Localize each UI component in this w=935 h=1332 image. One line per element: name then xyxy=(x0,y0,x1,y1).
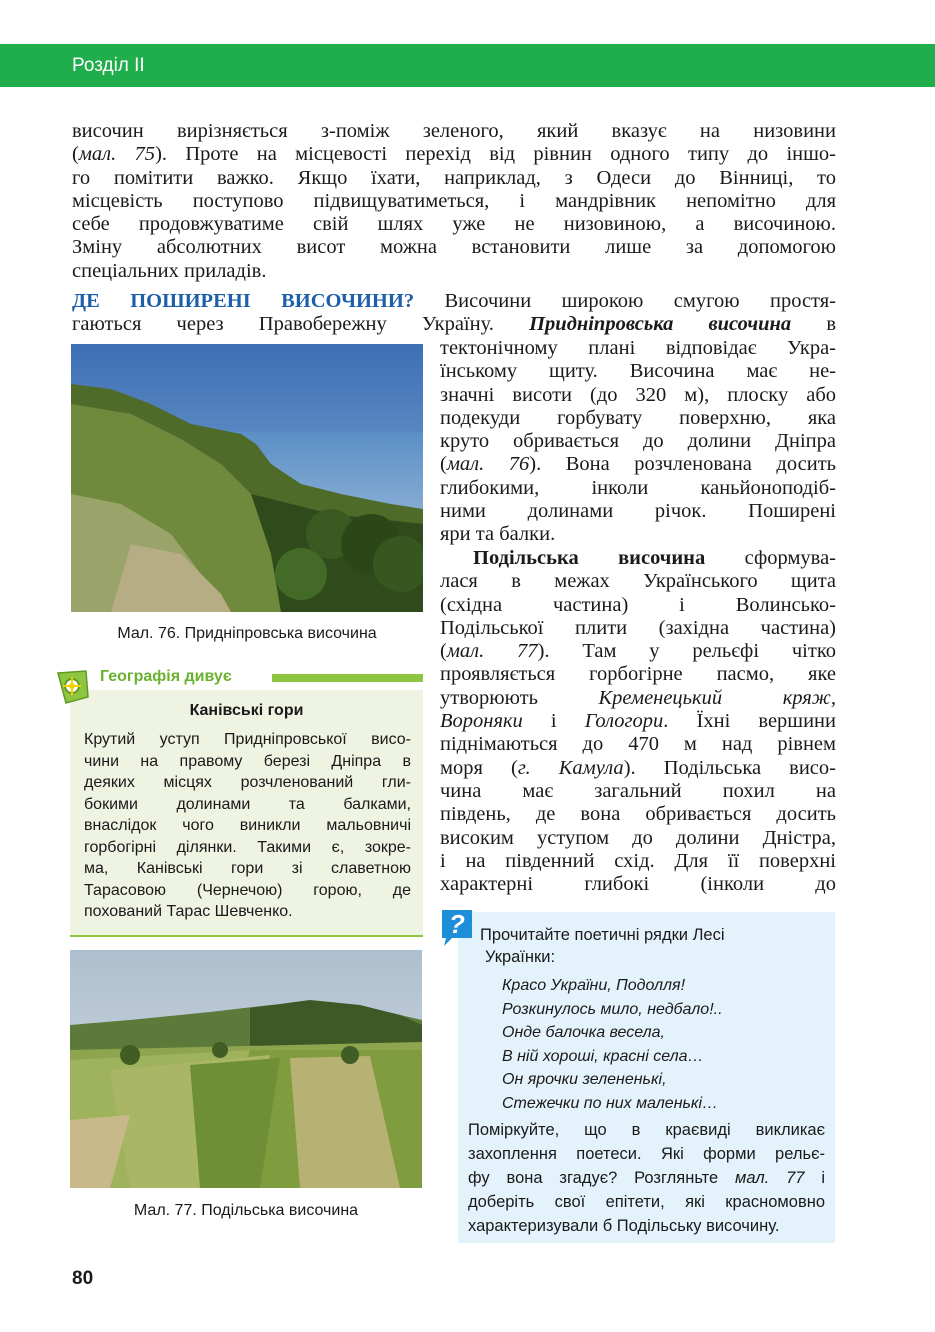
text-line: Прочитайте поетичні рядки Лесі xyxy=(480,926,725,944)
heading-line-start: гаються через Правобережну Україну. xyxy=(72,313,494,336)
page-header xyxy=(0,0,935,87)
geography-box-title: Географія дивує xyxy=(100,668,232,685)
text-line: Зміну абсолютних висот можна встановити лише за допомогою xyxy=(72,236,836,259)
text-line: глибокими, інколи каньйоноподіб- xyxy=(440,476,836,499)
heading-line-end: в xyxy=(826,313,837,336)
text-line: яри та балки. xyxy=(440,523,556,546)
text-line: місцевість поступово підвищуватиметься, і мандрівник непомітно для xyxy=(72,189,836,212)
geography-box-subtitle: Канівські гори xyxy=(189,702,304,719)
text-line: лася в межах Українського щита xyxy=(440,570,836,593)
text-line: Подільської плити (західна частина) xyxy=(440,616,836,639)
landscape-cliff-image xyxy=(71,344,423,612)
text-line: доберіть свої епітети, які красномовно xyxy=(468,1193,825,1211)
poem-line: Он ярочки зелененькі, xyxy=(502,1071,667,1088)
text-line-rest: ). Проте на місцевості перехід від рівнин одного типу до іншо- xyxy=(155,143,837,166)
intro-paragraph xyxy=(72,120,836,283)
heading-line-rest: Височини широкою смугою простя- xyxy=(444,290,836,312)
text-line: і на південний схід. Для її поверхні xyxy=(440,849,836,872)
text-line: внаслідок чого виникли мальовничі xyxy=(84,817,411,834)
heading-line xyxy=(72,313,836,336)
text-line: горбогірні ділянки. Такими є, зокре- xyxy=(84,838,411,856)
text-line: тектонічному плані відповідає Укра- xyxy=(440,337,836,359)
geography-box-rule xyxy=(272,674,423,682)
section-heading: ДЕ ПОШИРЕНІ ВИСОЧИНИ? xyxy=(72,290,415,312)
text-line: спеціальних приладів. xyxy=(72,259,267,282)
text-line xyxy=(440,547,836,570)
poem-line: Стежечки по них маленькі… xyxy=(502,1094,719,1112)
text-line: (мал. 77). Там у рельєфі чітко xyxy=(440,640,836,663)
section-heading-paragraph xyxy=(72,290,836,337)
pridniprovska-paragraph xyxy=(440,337,836,547)
text-line: похований Тарас Шевченко. xyxy=(84,903,293,920)
poem-line: В ній хороші, красні села… xyxy=(502,1047,704,1065)
poem-line: Розкинулось мило, недбало!.. xyxy=(502,1000,723,1018)
term-podilska: Подільська височина xyxy=(473,547,706,569)
podilska-paragraph xyxy=(440,547,836,896)
text-line: Поміркуйте, що в краєвиді викликає xyxy=(468,1121,825,1139)
text-line: високим уступом до долини Дністра, xyxy=(440,826,836,849)
text-line: проявляється горбогірне пасмо, яке xyxy=(440,663,836,686)
text-line: (мал. 75). Проте на місцевості перехід від рівнин одного типу до іншо- xyxy=(72,143,837,166)
text-line: (східна частина) і Волинсько- xyxy=(440,593,836,616)
text-line-rest: сформува- xyxy=(744,547,837,569)
text-line: Українки: xyxy=(485,948,556,966)
text-line: го помітити важко. Якщо їхати, наприклад, з Одеси до Вінниці, то xyxy=(72,166,836,189)
text-line: південь, де вона обривається досить xyxy=(440,803,836,826)
text-line: характеризували б Подільську височину. xyxy=(468,1217,780,1235)
section-title: Розділ ІІ xyxy=(72,55,145,76)
text-line: ними долинами річок. Поширені xyxy=(440,500,836,523)
text-line: височин вирізняється з-поміж зеленого, який вказує на низовини xyxy=(72,120,836,142)
text-line: їнському щиту. Височина має не- xyxy=(440,360,836,383)
text-line: утворюють Кременецький кряж, xyxy=(440,686,836,709)
figure-77-caption: Мал. 77. Подільська височина xyxy=(133,1202,359,1219)
poem xyxy=(502,974,723,1115)
text-line: чини на правому березі Дніпра в xyxy=(84,752,411,770)
text-line: (мал. 76). Вона розчленована досить xyxy=(440,453,836,476)
text-line: значні висоти (до 320 м), плоску або xyxy=(440,383,836,406)
term-pridniprovska: Придніпровська височина xyxy=(529,313,792,336)
poem-line: Онде балочка весела, xyxy=(502,1024,665,1041)
text-line: Крутий уступ Придніпровської висо- xyxy=(84,731,411,748)
text-line: Тарасовою (Чернечою) горою, де xyxy=(84,881,411,899)
text-line: деяких місцях розчленований гли- xyxy=(84,774,411,791)
photo-podilska xyxy=(70,950,422,1188)
landscape-fields-image xyxy=(70,950,422,1188)
question-task xyxy=(468,1118,825,1238)
photo-pridniprovska xyxy=(71,344,423,612)
text-line: піднімаються до 470 м над рівнем xyxy=(440,733,836,756)
text-line: характерні глибокі (інколи до xyxy=(440,873,836,896)
text-line: круто обривається до долини Дніпра xyxy=(440,430,836,453)
svg-text:?: ? xyxy=(449,909,465,939)
magnifier-leaf-icon xyxy=(52,667,92,707)
text-line: бокими долинами та балками, xyxy=(84,795,411,813)
text-line: моря (г. Камула). Подільська висо- xyxy=(440,756,836,779)
figure-76-caption: Мал. 76. Придніпровська височина xyxy=(117,625,377,642)
text-line: Вороняки і Гологори. Їхні вершини xyxy=(440,710,836,733)
text-line: захоплення поетеси. Які форми рельє- xyxy=(468,1145,825,1163)
poem-line: Красо України, Подолля! xyxy=(502,977,686,994)
geography-box-text xyxy=(84,729,411,923)
text-line: фу вона згадує? Розгляньте мал. 77 і xyxy=(468,1169,825,1187)
text-line: подекуди горбувату поверхню, яка xyxy=(440,406,836,429)
question-mark-icon xyxy=(440,908,474,948)
heading-line xyxy=(72,290,836,313)
page-number: 80 xyxy=(72,1268,94,1289)
question-intro xyxy=(480,924,820,968)
text-line: чина має загальний похил на xyxy=(440,779,836,802)
text-line: ма, Канівські гори зі славетною xyxy=(84,860,411,877)
text-line: себе продовжуватиме свій шлях уже не низовиною, а височиною. xyxy=(72,213,836,236)
